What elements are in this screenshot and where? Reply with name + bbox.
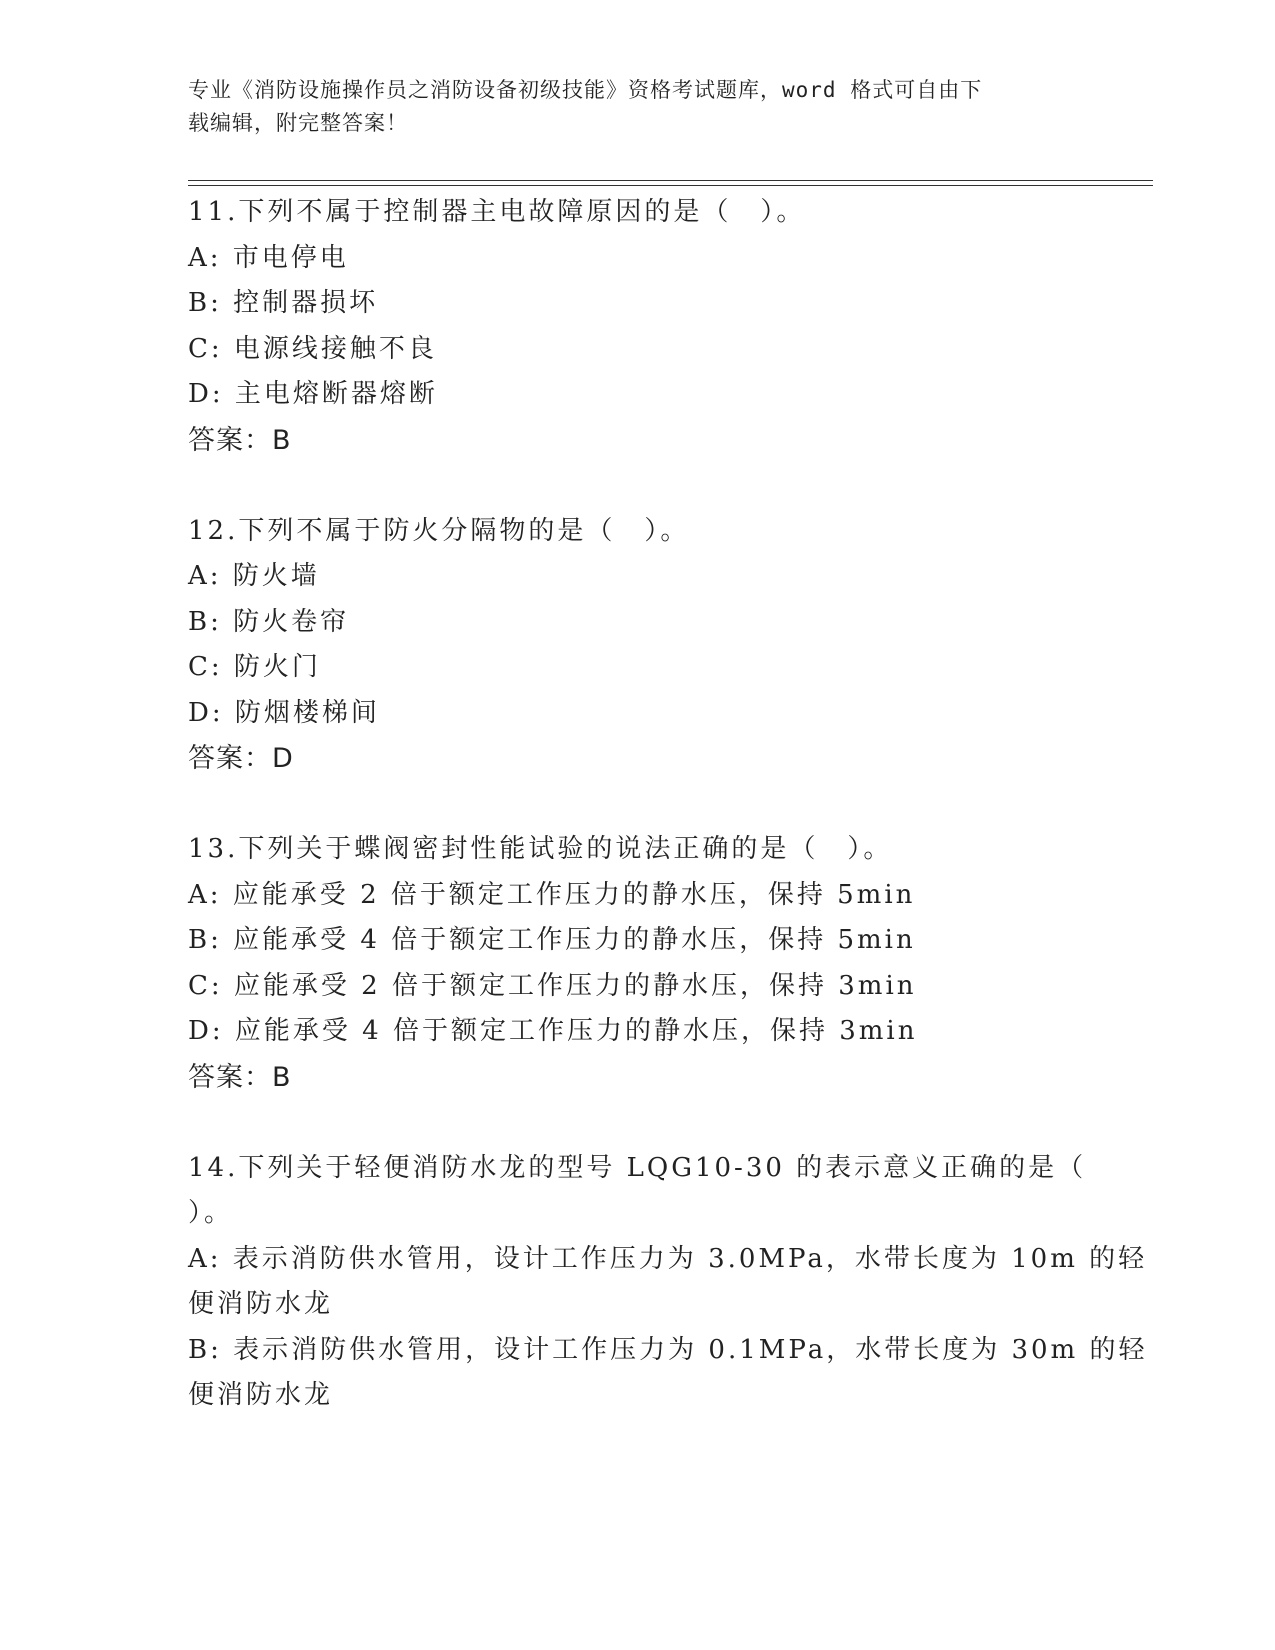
answer-option: 便消防水龙 xyxy=(188,1289,334,1319)
question-stem: 11.下列不属于控制器主电故障原因的是（ ）。 xyxy=(188,197,806,227)
question-stem: 12.下列不属于防火分隔物的是（ ）。 xyxy=(188,515,690,546)
answer-option: C: 应能承受 2 倍于额定工作压力的静水压，保持 3min xyxy=(188,970,917,1001)
answer-option: C: 电源线接触不良 xyxy=(188,333,437,364)
question-spacer xyxy=(188,782,1108,828)
answer-option: B: 应能承受 4 倍于额定工作压力的静水压，保持 5min xyxy=(188,925,916,955)
question-spacer xyxy=(188,463,1108,509)
question-stem: 14.下列关于轻便消防水龙的型号 LQG10-30 的表示意义正确的是（ xyxy=(188,1152,1087,1183)
question-block xyxy=(188,509,1108,782)
answer-option: B: 防火卷帘 xyxy=(188,606,350,637)
header-line-1: 专业《消防设施操作员之消防设备初级技能》资格考试题库，word 格式可自由下 xyxy=(188,78,983,102)
question-stem: ）。 xyxy=(188,1198,234,1228)
question-spacer xyxy=(188,1100,1108,1146)
answer-option: A: 表示消防供水管用，设计工作压力为 3.0MPa，水带长度为 10m 的轻 xyxy=(188,1243,1148,1274)
document-header xyxy=(188,74,1088,140)
question-block xyxy=(188,827,1108,1100)
answer-option: A: 市电停电 xyxy=(188,242,349,273)
answer-option: A: 防火墙 xyxy=(188,561,320,591)
answer-key: 答案：B xyxy=(188,424,292,456)
answer-option: D: 主电熔断器熔断 xyxy=(188,379,438,409)
header-divider-top xyxy=(188,180,1153,181)
question-block xyxy=(188,190,1108,463)
answer-key: 答案：D xyxy=(188,743,294,774)
answer-option: D: 防烟楼梯间 xyxy=(188,697,380,728)
answer-option: C: 防火门 xyxy=(188,652,321,682)
answer-option: B: 控制器损坏 xyxy=(188,288,379,318)
answer-option: 便消防水龙 xyxy=(188,1380,334,1410)
answer-option: B: 表示消防供水管用，设计工作压力为 0.1MPa，水带长度为 30m 的轻 xyxy=(188,1334,1148,1365)
question-block xyxy=(188,1146,1148,1419)
answer-key: 答案：B xyxy=(188,1061,292,1093)
answer-option: D: 应能承受 4 倍于额定工作压力的静水压，保持 3min xyxy=(188,1016,918,1046)
question-stem: 13.下列关于蝶阀密封性能试验的说法正确的是（ ）。 xyxy=(188,834,893,864)
header-line-2: 载编辑，附完整答案！ xyxy=(188,111,408,135)
header-divider-bottom xyxy=(188,185,1153,186)
question-list xyxy=(188,190,1148,1419)
answer-option: A: 应能承受 2 倍于额定工作压力的静水压，保持 5min xyxy=(188,879,916,910)
